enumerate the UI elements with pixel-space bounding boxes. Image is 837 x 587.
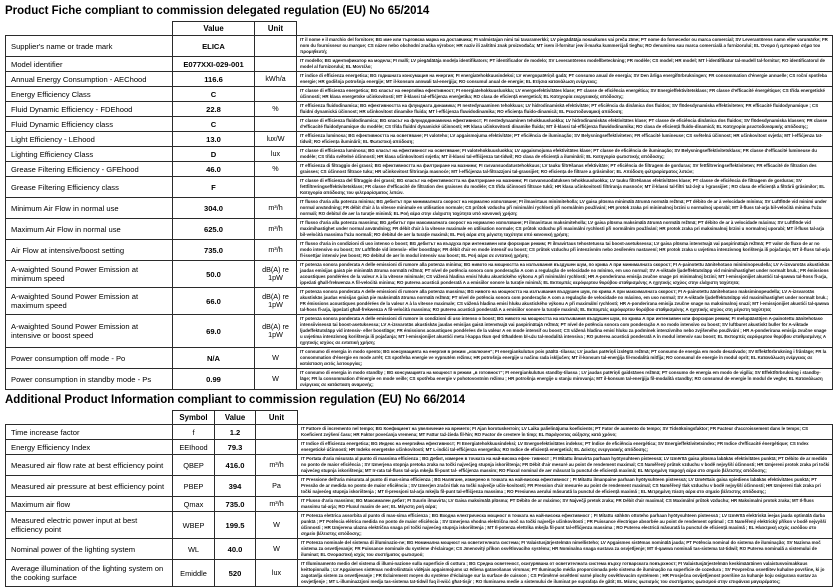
- table-row: [6, 560, 833, 587]
- cell-value: 735.0: [173, 240, 255, 261]
- cell-desc: IT Fattore di incremento nel tempo; BG Коефициент на увеличение на времето; FI Ajan korotuskerroin; LV Laika palielinājuma koeficients; PT Fator de aumento do tempo; SV Tidsökningsfaktor; FR Facteur d'accroissement dans le temps; CS Koeficient zvýšení času; HR Faktor povećanja vremena; MT Fattur taż-żieda fil-ħin; RO Factor de crestere în timp; EL Παράγοντας αύξησης κατά χρόνο;: [298, 425, 833, 440]
- cell-unit: m³/h: [256, 497, 298, 512]
- table-row: [6, 102, 833, 117]
- cell-value: 1.2: [215, 425, 256, 440]
- cell-value: C: [173, 117, 255, 132]
- cell-unit: W: [256, 512, 298, 539]
- additional-table-header-row: [6, 411, 833, 425]
- cell-value: 40.0: [215, 539, 256, 560]
- table-row: [6, 369, 833, 390]
- cell-unit: m³/h: [255, 198, 297, 219]
- cell-unit: dB(A) re 1pW: [255, 261, 297, 288]
- table-row: [6, 288, 833, 315]
- cell-symbol: f: [173, 425, 215, 440]
- cell-desc: IT efficienza di filtraggio dei grassi; BG ефективността на филтриране на мазнини; FI rasvansuodatustehokkuus; LV tauku filtrēšanas efektivitāte; PT eficiência de filtragem de gorduras; SV fettfiltreringseffektiviteten; FR efficacité de filtration des graisses; CS účinnost filtrace tuku; HR učinkovitost filtriranja masnoće; MT l-effiċjenza tal-filtrazzjoni tal-grassijiet; RO eficiența de filtrare a grăsimilor; EL Απόδοση φιλτραρίσματος λιπών;: [297, 162, 833, 177]
- cell-value: 625.0: [173, 219, 255, 240]
- cell-label: Energy Efficiency Class: [6, 87, 173, 102]
- empty-header-cell: [298, 411, 833, 425]
- table-row: [6, 348, 833, 369]
- cell-desc: IT classe di efficienza luminosa; BG класът на ефективност на осветяване; FI valotehokkuusluokka; LV apgaismojuma efektivitātes klase; PT classe de eficiência de iluminação; SV Belysningseffektivitetsklass; FR classe d'efficacité lumineuse du modèle; CS třída světelné účinnosti; HR klasa učinkovitosti svjetla; MT il-klassi tal-effiċjenza tat-tidwil; RO clasa de eficiență a iluminării; EL Κατηγορία φωτιστικής απόδοσης;: [297, 147, 833, 162]
- product-fiche-title: Product Fiche compliant to commission delegated regulation (EU) No 65/2014: [5, 5, 430, 17]
- table-row: [6, 315, 833, 348]
- cell-value: 79.3: [215, 440, 256, 455]
- table-row: [6, 162, 833, 177]
- cell-desc: IT Indice di efficienza energetica; BG Индекс на енергийна ефективност; FI Energiatehokkuusindeksi; LV Energoefektivitātes indekss; PT Índice de eficiência energética; SV Energieffektivitetsindex; FR Indice d'efficacité énergétique; CS Index energetické účinnosti; HR Indeks energetske učinkovitosti; MT L-indiċi tal-effiċjenza energetika; RO Indice de eficiență energetică; EL Δείκτης ενεργειακής απόδοσης;: [298, 440, 833, 455]
- cell-desc: IT flusso d'aria alla potenza minima; BG дебитът при минималната скорост на нормално използване; FI ilmavirtaus minimiteholla; LV gaisa plūsma minimālā ātrumā normālā režīmā; PT débito de ar à velocidade mínima; SV Luftflöde vid minimi under normal användning; FR débit d'air à la vitesse minimale en utilisation normale; CS průtok vzduchu při minimální rychlosti při normálním používání; HR protok zraka pri minimalnoj brzini u normalnoj uporabi; MT il-fluss tal-arja bil-veloċità minima f'użu normali; RO debitul de aer la turație minimă; EL Ροή αέρα στην ελάχιστη ταχύτητα υπό κανονική χρήση;: [297, 198, 833, 219]
- cell-unit: Pa: [256, 476, 298, 497]
- cell-label: Supplier's name or trade mark: [6, 36, 173, 57]
- cell-label: Lighting Efficiency Class: [6, 147, 173, 162]
- cell-label: Time increase factor: [6, 425, 173, 440]
- cell-value: F: [173, 177, 255, 198]
- cell-label: Grease Filtering Efficiency - GFEhood: [6, 162, 173, 177]
- table-row: [6, 147, 833, 162]
- table-row: [6, 425, 833, 440]
- cell-symbol: WBEP: [173, 512, 215, 539]
- table-row: [6, 219, 833, 240]
- cell-unit: lux: [255, 147, 297, 162]
- cell-unit: kWh/a: [255, 72, 297, 87]
- cell-unit: [255, 36, 297, 57]
- cell-value: 394: [215, 476, 256, 497]
- table-row: [6, 476, 833, 497]
- empty-header-cell: [297, 22, 833, 36]
- table-row: [6, 261, 833, 288]
- cell-desc: IT Portata d'aria misurata al punto di massima efficienza ; BG Дебит, измерен в точката на най-висока ефек- тивност ; FI Mitattu ilmavirta parhaan hyötysuhteen pisteessä; LV Izmērītā gaisa plūsma labākās efektivitātes punktā; PT Débito de ar medido no ponto de maior eficiência ; SV Izmerjena stopnja pretoka zraka na točki najvećjeg stupnja iskorištenja; FR Débit d'air mesuré au point de rendement maximal; CS Naměřený průtok vzduchu v bodě nejvyšší účinnosti; HR Izmjereni protok zraka pri točki najvećeg stupnja iskorištenja; MT Ir-rata tal-fluss tal-arja mkejla fil-punt tal- effiċjenza massim; RO Fluxul nominal de aer măsurat la punctul de eficiență maximă; EL Μετρημένη παροχή αέρα στο σημείο βέλτιστης απόδοσης;: [298, 455, 833, 476]
- table-row: [6, 440, 833, 455]
- cell-desc: IT flusso d'aria alla potenza massima; BG дебитът при максималната скорост на нормално използване; FI ilmavirtaus maksimiteholla; LV gaisa plūsma maksimālā ātrumā normālā režīmā; PT débito de ar à velocidade máxima; SV Luftflöde vid maximihastighet under normal användning; FR débit d'air à la vitesse maximale en utilisation normale; CS průtok vzduchu při maximální rychlosti při normálním používání; HR protok zraka pri maksimalnoj brzini u normalnoj uporabi; MT il-fluss tal-arja bil-veloċità massima f'użu normali; RO debitul de aer la turație maximă; EL Ροή αέρα στη μέγιστη ταχύτητα υπό κανονική χρήση;: [297, 219, 833, 240]
- cell-value: 50.0: [173, 261, 255, 288]
- cell-unit: m³/h: [256, 455, 298, 476]
- cell-label: Fluid Dynamic Efficiency - FDEhood: [6, 102, 173, 117]
- table-row: [6, 177, 833, 198]
- cell-label: Power consumption off mode - Po: [6, 348, 173, 369]
- table-row: [6, 72, 833, 87]
- fiche-table-header-row: [6, 22, 833, 36]
- cell-label: Energy Efficiency Index: [6, 440, 173, 455]
- table-row: [6, 497, 833, 512]
- cell-label: Measured electric power input at best efficiency point: [6, 512, 173, 539]
- cell-desc: IT classe di efficienza energetica; BG класът на енергийна ефективност; FI energiatehokkuusluokka; LV energoefektivitātes klase; PT classe de eficiência energética; SV Energieffektivitetsklass; FR classe d'efficacité énergétique; CS třída energetické účinnosti; HR klasa energetske učinkovitosti; MT il-klassi tal-effiċjenza enerġetika; RO clasa de eficiență energetică; EL Κατηγορία ενεργειακής απόδοσης;: [297, 87, 833, 102]
- cell-value: 199.5: [215, 512, 256, 539]
- cell-symbol: EEIhood: [173, 440, 215, 455]
- fiche-table: [5, 21, 833, 390]
- cell-label: A-waighted Sound Power Emission at maximum speed: [6, 288, 173, 315]
- cell-value: 66.0: [173, 288, 255, 315]
- cell-desc: IT flusso d'aria in condizioni di uso intenso o boost; BG дебитът на въздуха при интензивен или форсиран режим; FI ilmavirtaus tehostetussa tai boost-asetuksessa; LV gaisa plūsma intensīvajā vai paspirinātajā režīmā; PT valor do fluxo de ar no modo intensivo ou boost; SV Luftflöde vid intensiv- eller boostläge; FR débit d'air en mode intensif ou boost; CS průtok vzduchu při intenzivním nebo zesíleném nastavení; HR protok zraka u uvjetima intenzivnog korištenja ili pojačanja; MT il-fluss tal-arja fl-issettjar intensiv jew boost; RO debitul de aer în modul intensiv sau boost; EL Ροή αέρα σε εντατική χρήση;: [297, 240, 833, 261]
- cell-desc: IT consumo di energia in modo spento; BG консумацията на енергия в режим „изключен“; FI energiankulutus pois päältä -tilassa; LV jaudas patēriņš izslēgtā režīmā; PT consumo de energia em modo desativado; SV Effektförbrukning i frånläge; FR la consommation d'énergie en mode arrêt; CS spotřeba energie ve vypnutém režimu; HR potrošnja energije u načinu rada isključen; MT il-konsum tal-enerġija fil-modalità mitfija; RO consumul de energie în modul oprit; EL Κατανάλωση ενέργειας σε κατάσταση εκτός λειτουργίας;: [297, 348, 833, 369]
- cell-label: Air Flow at intensive/boost setting: [6, 240, 173, 261]
- cell-unit: W: [255, 369, 297, 390]
- table-row: [6, 512, 833, 539]
- table-row: [6, 198, 833, 219]
- cell-value: 520: [215, 560, 256, 587]
- cell-unit: [255, 57, 297, 72]
- cell-value: 304.0: [173, 198, 255, 219]
- cell-desc: IT classe di efficienza fluidodinamica; BG класът на флуидодинамична ефективност; FI nestedynaaminen tehokkuusluokka; LV hidrodinamiskās efektivitātes klase; PT classe de eficiência dinâmica dos fluidos; SV flödesdynamiska klassen; FR classe d'efficacité fluidodynamique du modèle; CS třída fluidní dynamické účinnosti; HR klasa učinkovitosti dinamike fluida; MT il-klassi tal-effiċjenza fluwidodinamika; RO clasa de eficiență fluido-dinamică; EL Κατηγορία ρευστοδυναμικής απόδοσης;: [297, 117, 833, 132]
- cell-value: D: [173, 147, 255, 162]
- cell-label: A-waighted Sound Power Emission at intensive or boost speed: [6, 315, 173, 348]
- cell-unit: W: [255, 348, 297, 369]
- cell-label: Grease Filtering Efficiency class: [6, 177, 173, 198]
- cell-unit: [256, 440, 298, 455]
- cell-unit: lux/W: [255, 132, 297, 147]
- cell-label: Power consumption in standby mode - Ps: [6, 369, 173, 390]
- cell-symbol: PBEP: [173, 476, 215, 497]
- additional-table: [5, 410, 833, 587]
- cell-desc: IT indice di efficienza energetica; BG годишната консумация на енергия; FI energiatehokkuusindeksi; LV energopatēriņš gadā; PT consumo anual de energia; SV Den årliga energiförbrukningen; FR consommation d'énergie annuelle; CS roční spotřeba energie; HR godišnja potrošnja energije; MT il-konsum annwali tal-enerġija; RO consumul anual de energie; EL Ετήσια κατανάλωση ενέργειας;: [297, 72, 833, 87]
- cell-desc: IT efficienza fluidodinamica; BG ефективността на флуидната динамика; FI nestedynaaminen tehokkuus; LV hidrodinamiskā efektivitāte; PT eficiência da dinâmica dos fluidos; SV flödesdynamiska effektiviteten; FR efficacité fluidodynamique ; CS fluidní dynamická účinnost; HR učinkovitost dinamike fluida; MT l-effiċjenza fluwidodinamika; RO eficiența fluido-dinamică; EL Ρευστοδυναμική απόδοση;: [297, 102, 833, 117]
- cell-symbol: WL: [173, 539, 215, 560]
- cell-unit: lux: [256, 560, 298, 587]
- table-row: [6, 132, 833, 147]
- cell-desc: IT modello; BG идентификатор на модела; FI malli; LV piegādātāja modeļa identifikators; PT identificador de modelo; SV Leverantörens modellbeteckning; FR modèle; CS model; HR model; MT l-identifikatur tal-mudell tal-fornitur; RO identificatorul de model al furnizorului; EL Μοντέλο;: [297, 57, 833, 72]
- cell-label: Light Efficiency - LEhood: [6, 132, 173, 147]
- cell-unit: m³/h: [255, 240, 297, 261]
- cell-unit: [255, 177, 297, 198]
- cell-desc: IT Flusso d'aria massimo; BG Максимален дебит; FI Suurin ilmavirta; LV Gaisa maksimālā plūsma; PT Débito de ar máximo; SV Največji pretok zraka; FR Débit d'air maximal; CS Maximální průtok vzduchu; HR Maksimalni protok zraka; MT Il-fluss massimu tal-arja; RO Fluxul maxim de aer; EL Μέγιστη ροή αέρα;: [298, 497, 833, 512]
- cell-value: C: [173, 87, 255, 102]
- additional-info-title: Additional Product Information compliant to commission regulation (EU) No 66/2014: [5, 394, 466, 406]
- cell-desc: IT Pressione dell'aria misurata al punto di mas-sima efficienza ; BG Налягане, измерено в точката на най-висока ефективност ; FI Mitattu ilmanpaine parhaan hyötysuhteen pisteessä; LV Izmērītais gaisa spiediens labākās efektivitātes punktā; PT Pressão de ar medida no ponto de maior eficiência ; SV Izmerjen zračni tlak na točki največje učin-kovitosti; FR Pression d'air mesurée au point de rendement maximal; CS Naměřený tlak vzduchu v bodě nejvyšší účinnosti; HR Izmjereni tlak zraka pri točki najvećeg stupnja iskorištenja ; MT Il-pressjoni tal-arja mkejla fil-punt tal-effiċjenza massima ; RO Presiunea aerului măsurată la punctul de eficiență maximă ; EL Μετρημένη πίεση αέρα στο σημείο βέλτιστης απόδοσης;: [298, 476, 833, 497]
- column-header-value: Value: [173, 22, 255, 36]
- cell-label: Minimum Air Flow in normal use: [6, 198, 173, 219]
- table-row: [6, 240, 833, 261]
- cell-desc: IT il nome e il marchio del fornitore; BG име или търговска марка на доставчика; FI valmistajan nimi tai tavaramerkki; LV piegādātāja nosaukums vai preču zīme; PT nome do fornecedor ou marca comercial; SV Leverantörens namn eller varumärke; FR nom du fournisseur ou marque; CS název nebo obchodní značka výrobce; HR naziv ili zaštitni znak proizvođača; MT isem il-fornitur jew il-marka kummerċjali tiegħu; RO denumirea sau marca comercială a furnizorului; EL Όνομα ή εμπορικό σήμα του προμηθευτή;: [297, 36, 833, 57]
- cell-value: ELICA: [173, 36, 255, 57]
- cell-value: 0.99: [173, 369, 255, 390]
- column-header-unit: Unit: [256, 411, 298, 425]
- cell-desc: IT classe di efficienza del filtraggio dei grassi; BG класът на ефективността на филтриране на мазнини; FI rasvansuodatuksen tehokkuusluokka; LV tauku filtrēšanas efektivitātes klase; PT classe de eficiência de filtragem de gorduras; SV fettfiltreringseffektivitetsklass; FR classe d'efficacité de filtration des graisses du modèle; CS třída účinnosti filtrace tuků; HR klasa učinkovitosti filtriranja masnoće; MT il-klassi tal-filtri taż-żejt u l-grassijiet ; RO clasa de eficiență a filtrării grăsimilor; EL Κατηγορία απόδοσης του φιλτραρίσματος λιπών.: [297, 177, 833, 198]
- cell-value: E077XXI-029-001: [173, 57, 255, 72]
- cell-desc: IT Potenza nominale del sistema di illuminazio-ne; BG Номинална мощност на осветителната система; FI Valaistusjärjestelmän nimellisteho; LV Apgaismes sistēmas nominālā jauda; PT Potência nominal do sistema de iluminação; SV Nazivna moč sistema za osvetljevanje; FR Puissance nominale du système d'éclairage; CS Jmenovitý příkon osvětlovacího systému; HR Nominalna snaga sustava za osvjetljenje; MT Il-qawwa nominali tas-sistema tat-tidwil; RO Puterea nominală a sistemului de iluminat; EL Ονομαστική ισχύς του συστήματος φωτισμού;: [298, 539, 833, 560]
- cell-unit: [255, 117, 297, 132]
- column-header-symbol: Symbol: [173, 411, 215, 425]
- cell-label: Model identifier: [6, 57, 173, 72]
- cell-value: 69.0: [173, 315, 255, 348]
- cell-label: Nominal power of the lighting system: [6, 539, 173, 560]
- cell-symbol: Emiddle: [173, 560, 215, 587]
- cell-desc: IT consumo di energia in modo standby ; BG консумацията на мощност в режим „в готовност“; FI energiankulutus standby-tilassa ; LV jaudas patēriņš gaidstāves režīmā; PT consumo de energia em modo de vigília; SV Effektförbrukning i standby-läge; FR la consommation d'énergie en mode veille; CS spotřeba energie v pohotovostním režimu ; HR potrošnja energije u stanju mirovanja; MT il-konsum tal-enerġija fil-modalità standby; RO consumul de energie în modul de veghe; EL Κατανάλωση ενέργειας σε κατάσταση αναμονής;: [297, 369, 833, 390]
- cell-unit: dB(A) re 1pW: [255, 288, 297, 315]
- column-header-value: Value: [215, 411, 256, 425]
- cell-desc: IT potenza sonora ponderata A delle emissioni di rumore alla potenza massima; BG нивото на мощността на излъчвания въздушен шум, по крива A при максималната скорост; FI A-painotettu äänitehotaso maksiminopeudella; LV A-izsvarotās akustiskās jaudas emisijas gaisā pie maksimālā ātruma normālā režīmā; PT nível de potência sonora com ponderação A com a regulação de velocidade no máximo, em uso normal; SV A-viktade ljudeffektutsläpp vid maximihastighet under normalt bruk.; FR émissions acoustiques pondérées de la valeur A à la vitesse maximale; CS vážená hladina emisí hluku akustického výkonu A při maximální rychlosti; HR A-ponderirana emisija zvučne snage na maksimalnoj snazi; MT l-emissjonijiet akustiċi tal-qawwa tal-ħoss fl-arja, ippeżati għall-frekwenza A fil-veloċità massima; RO puterea acustică ponderată A a emisiilor sonore la turație maximă; EL Εκπομπές αερόφερτου θορύβου σταθμισμένης Α ηχητικής ισχύος στη μέγιστη ταχύτητα;: [297, 288, 833, 315]
- cell-label: Measured air flow rate at best efficiency point: [6, 455, 173, 476]
- cell-label: A-waighted Sound Power Emission at minimum speed: [6, 261, 173, 288]
- cell-desc: IT Potenza elettrica assorbita al punto di mas-sima efficienza ; BG Входна електрическа мощност в точката на най-висока ефективност ; FI Mitattu sähkön ottoteho parhaan hyötysuhteen pisteessä ; LV Izmērītā elektriskā ieejas jauda optimālā darba punktā ; PT Potência elétrica medida no ponto de maior eficiência ; SV Izmerjena vhodna električna moč na točki največje učinkovitosti ; FR Puissance électrique absorbée au point de rendement optimal ; CS Naměřený elektrický příkon v bodě nejvyšší účinnosti ; HR Izmjerena ulazna električna snaga pri točki najvećeg stupnja iskorištenja ; MT Il-potenza elettrika mkejla fil-punt tal-effiċjenza massima ; RO Puterea electrică măsurată la punctul de eficiență maximă ; EL Ηλεκτρική ισχύς εισόδου στο σημείο βέλτιστης απόδοσης;: [298, 512, 833, 539]
- cell-unit: %: [255, 102, 297, 117]
- cell-label: Annual Energy Consumption - AEChood: [6, 72, 173, 87]
- table-row: [6, 455, 833, 476]
- cell-value: 46.0: [173, 162, 255, 177]
- cell-value: 416.0: [215, 455, 256, 476]
- table-row: [6, 539, 833, 560]
- table-row: [6, 57, 833, 72]
- cell-label: Fluid Dynamic Efficiency class: [6, 117, 173, 132]
- cell-unit: m³/h: [255, 219, 297, 240]
- cell-unit: dB(A) re 1pW: [255, 315, 297, 348]
- cell-value: N/A: [173, 348, 255, 369]
- cell-desc: IT Illuminamento medio del sistema di illumi-nazione sulla superficie di cottura ; BG Средна осветеност, осигурявана от осветителната система върху готварската повърхност; FI Valaistusjärjestelmän keskimääräinen valaistusvoimakkuus keittopinnalla ; LV Apgaismes sistēmas nodrošinātais vidējais apgaismojums uz ēdiena gatavošanas virsmas; PT Iluminação média proporcionada pelo sistema de iluminação na superfície de cozedura ; SV Povprečna osvetlitev kuhalne površine, ki jo zagotavlja sistem za osvetljevanje ; FR Éclairement moyen du système d'éclairage sur la surface de cuisson ; CS Průměrné osvětlení varné plochy osvětlovacím systémem ; HR Prosječna osvijetljenost površine za kuhanje koju osigurava sustav za osvjetljenje ; MT L-illuminazzjoni medja tas-sistema tat-tidwil fuq il-wiċċ għat-tisjir ; RO Iluminarea medie a sistemului de iluminat pe suprafața de gătit; EL Μέσος φωτισμός του συστήματος φωτισμού στην επιφάνεια μαγειρέματος;: [298, 560, 833, 587]
- table-row: [6, 36, 833, 57]
- cell-value: 22.8: [173, 102, 255, 117]
- cell-symbol: Qmax: [173, 497, 215, 512]
- cell-desc: IT efficienza luminosa; BG ефективността на осветяване; FI valoteho; LV apgaismojuma efektivitāte; PT eficiência de iluminação; SV Belysningseffektiviteten; FR efficacité lumineuse; CS světelná účinnost; HR učinkovitost svjetla; MT l-effiċjenza tat-tidwil; RO eficiența iluminării; EL Φωτιστική απόδοση;: [297, 132, 833, 147]
- table-row: [6, 117, 833, 132]
- empty-header-cell: [6, 411, 173, 425]
- cell-unit: %: [255, 162, 297, 177]
- cell-label: Measured air pressure at best efficiency point: [6, 476, 173, 497]
- cell-symbol: QBEP: [173, 455, 215, 476]
- cell-label: Average illumination of the lighting system on the cooking surface: [6, 560, 173, 587]
- table-row: [6, 87, 833, 102]
- cell-unit: [256, 425, 298, 440]
- cell-value: 116.6: [173, 72, 255, 87]
- column-header-unit: Unit: [255, 22, 297, 36]
- empty-header-cell: [6, 22, 173, 36]
- cell-desc: IT potenza sonora ponderata A delle emissioni di rumore alla potenza minima; BG нивото на мощността на излъчвания въздушен шум, по крива A при минималната скорост; FI A-painotettu äänitehotaso miniminopeudella; LV A-izsvarotās akustiskās jaudas emisijas gaisā pie minimālā ātruma normālā režīmā; PT nível de potência sonora com ponderação A com a regulação de velocidade no mínimo, em uso normal; SV A-viktade ljudeffektutsläpp vid minimihastighet under normalt bruk.; FR émissions acoustiques pondérées de la valeur A à la vitesse minimale; CS vážená hladina emisí hluku akustického výkonu A při minimální rychlosti; HR A-ponderirana emisija zvučne snage pri minimalnoj brzini; MT l-emissjonijiet akustiċi tal-qawwa tal-ħoss fl-arja, ippeżati għall-frekwenza A fil-veloċità minima; RO puterea acustică ponderată A a emisiilor sonore la turație minimă; EL Εκπομπές αερόφερτου θορύβου σταθμισμένης Α ηχητικής ισχύος στην ελάχιστη ταχύτητα;: [297, 261, 833, 288]
- cell-desc: IT potenza sonora ponderata A delle emissioni di rumore in condizioni di uso intenso o boost; BG нивото на мощността на излъчвания въздушен шум, по крива A при интензивен или форсиран режим; FI melupäästöjen A-painotettu äänitehotaso intensiivisessä tai boost-asetuksessa; LV A-izsvarotās akustiskās jaudas emisijas gaisā intensīvajā vai paspirinātajā režīmā; PT nível de potência sonora com ponderação A no modo intensivo ou boost; SV luftburet akustiskt buller för A-viktade ljudeffektutsläpp vid intensiv- eller boostläge; FR émissions acoustiques pondérées de la valeur A en mode intensif ou boost; CS vážená hladina emisí hluku za podmínek intenzivního nebo zvýšeného používání ; HR A-ponderirana emisija zvučne snage u uvjetima intenzivnog korištenja ili pojačanja; MT l-emissjonijiet akustiċi meta l-kappa tkun qed titħaddem bl-użu tal-modalità intensiva ; RO puterea acustică ponderată A în modul intensiv sau boost; EL Εκπομπές αερόφερτου θορύβου σταθμισμένης Α ηχητικής ισχύος σε εντατική χρήση;: [297, 315, 833, 348]
- cell-unit: W: [256, 539, 298, 560]
- cell-value: 735.0: [215, 497, 256, 512]
- cell-value: 13.0: [173, 132, 255, 147]
- cell-label: Maximum Air Flow in normal use: [6, 219, 173, 240]
- cell-unit: [255, 87, 297, 102]
- cell-label: Maximum air flow: [6, 497, 173, 512]
